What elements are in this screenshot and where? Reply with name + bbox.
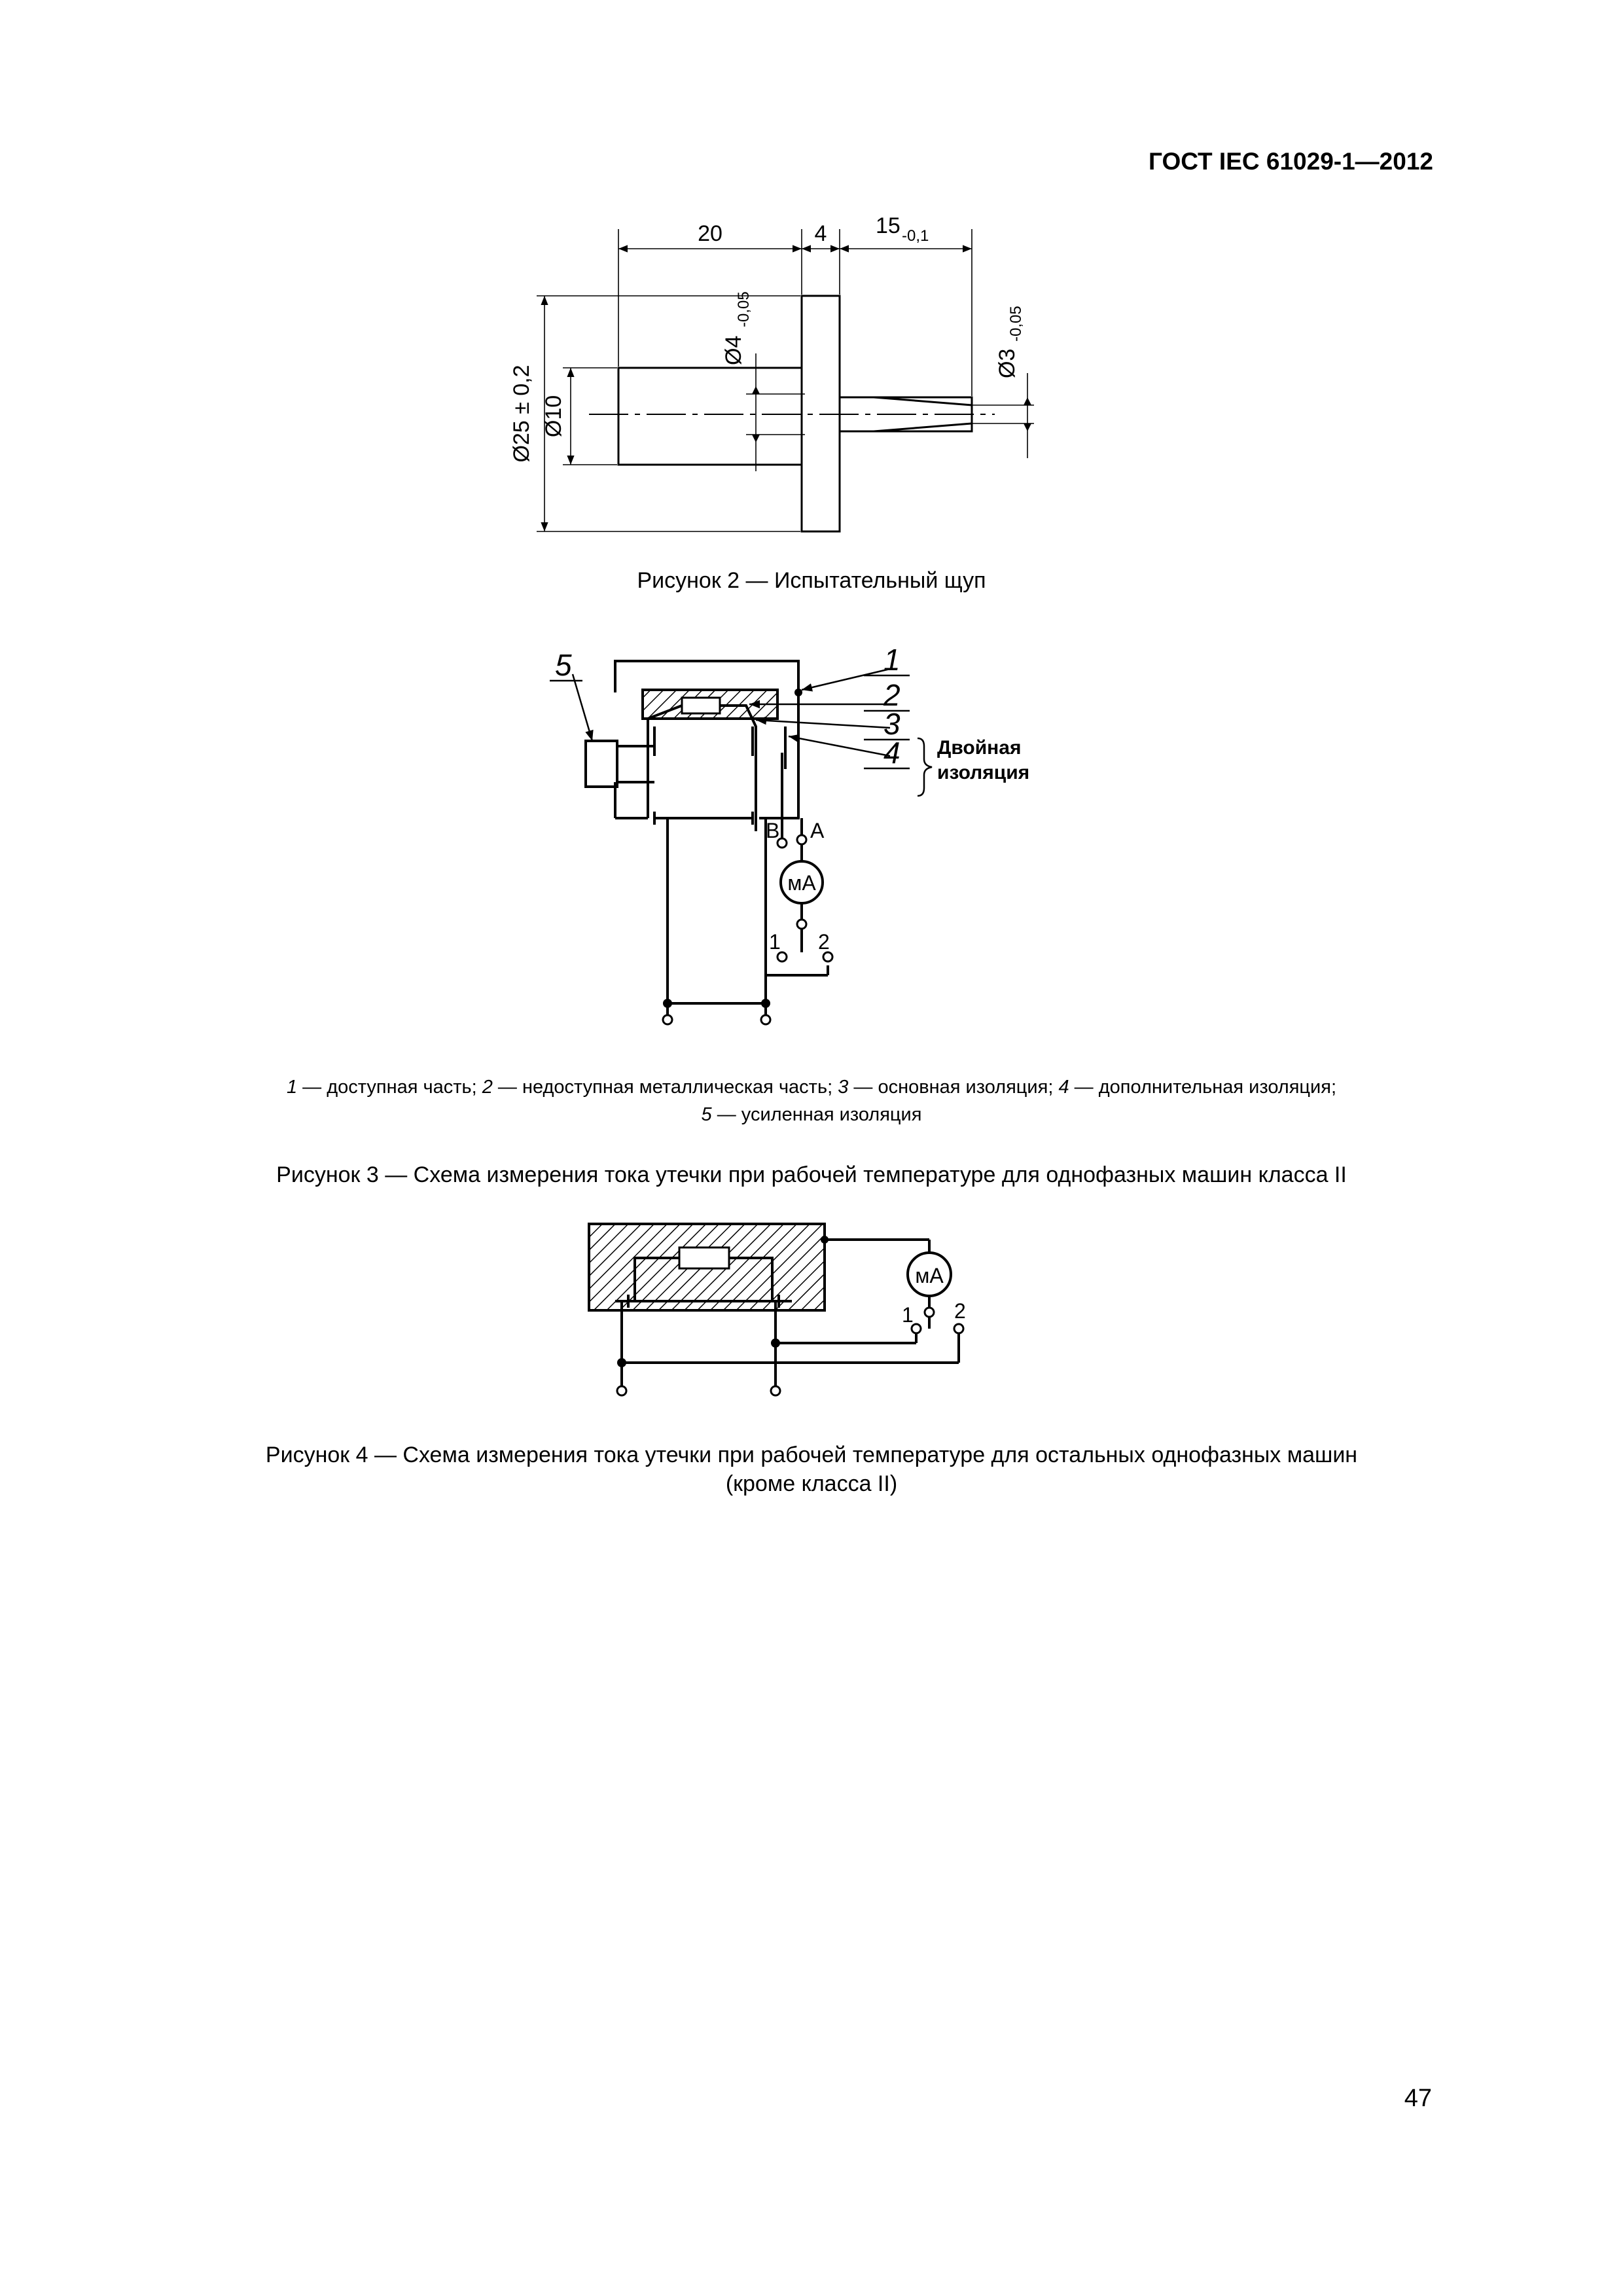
figure-4-caption-line2: (кроме класса II) [725,1471,898,1496]
dim-3-dia-text: Ø3 [995,348,1020,378]
switch-2-label: 2 [818,930,830,954]
switch-1-label: 1 [769,930,781,954]
meter-label: мА [915,1264,944,1287]
figure-2-caption: Рисунок 2 — Испытательный щуп [637,568,986,593]
label-1: 1 [883,643,901,677]
supply-terminal-left [617,1386,626,1395]
label-4: 4 [883,736,901,770]
switch-pos-2 [954,1324,963,1333]
switch-1-label: 1 [902,1303,914,1327]
page-number: 47 [1404,2085,1432,2112]
dim-3-dia-tol: -0,05 [1007,306,1025,342]
terminal-a-label: A [810,819,825,842]
figure-4-circuit-diagram [576,1211,995,1420]
supply-terminal-right [771,1386,780,1395]
label-2: 2 [883,678,901,712]
resistor [679,1247,729,1268]
switch-reinforced-insulation [586,741,617,787]
dim-4-dia-text: Ø4 [721,335,746,365]
accessible-part-outline [615,661,798,818]
label-5: 5 [555,648,572,682]
double-insulation-line2: изоляция [937,762,1030,783]
switch-pos-2 [823,952,832,961]
switch-pos-1 [777,952,787,961]
terminal-a [797,835,806,844]
resistor [682,698,720,713]
dim-4-text: 4 [814,221,827,246]
terminal-b-label: B [766,819,780,842]
switch-2-label: 2 [954,1299,966,1323]
legend-line-2: 5 — усиленная изоляция [701,1104,922,1125]
dim-15-tol: -0,1 [902,227,929,245]
dim-4-dia-tol: -0,05 [735,291,753,327]
figure-4-caption-line1: Рисунок 4 — Схема измерения тока утечки при рабочей температуре для остальных однофазных машин [265,1443,1358,1467]
figure-2-probe-drawing [497,209,1060,550]
figure-3-caption: Рисунок 3 — Схема измерения тока утечки при рабочей температуре для однофазных машин класса II [276,1162,1347,1187]
label-3: 3 [883,707,901,741]
probe-cylinder [618,368,802,465]
meter-label: мА [787,871,816,895]
supply-terminal-left [663,1015,672,1024]
supply-terminal-right [761,1015,770,1024]
double-insulation-line1: Двойная [937,737,1022,759]
dim-15-text: 15 [876,213,901,238]
document-header: ГОСТ IEC 61029-1—2012 [1148,148,1433,175]
figure-3-legend [0,1073,1623,1128]
dim-10-text: Ø10 [541,395,566,438]
legend-line-1: 1 — доступная часть; 2 — недоступная металлическая часть; 3 — основная изоляция; 4 — дополнительная изоляция; [286,1077,1337,1098]
dim-25-text: Ø25 ± 0,2 [509,365,534,463]
dim-20-text: 20 [698,221,722,246]
figure-3-circuit-diagram [537,622,1060,1041]
